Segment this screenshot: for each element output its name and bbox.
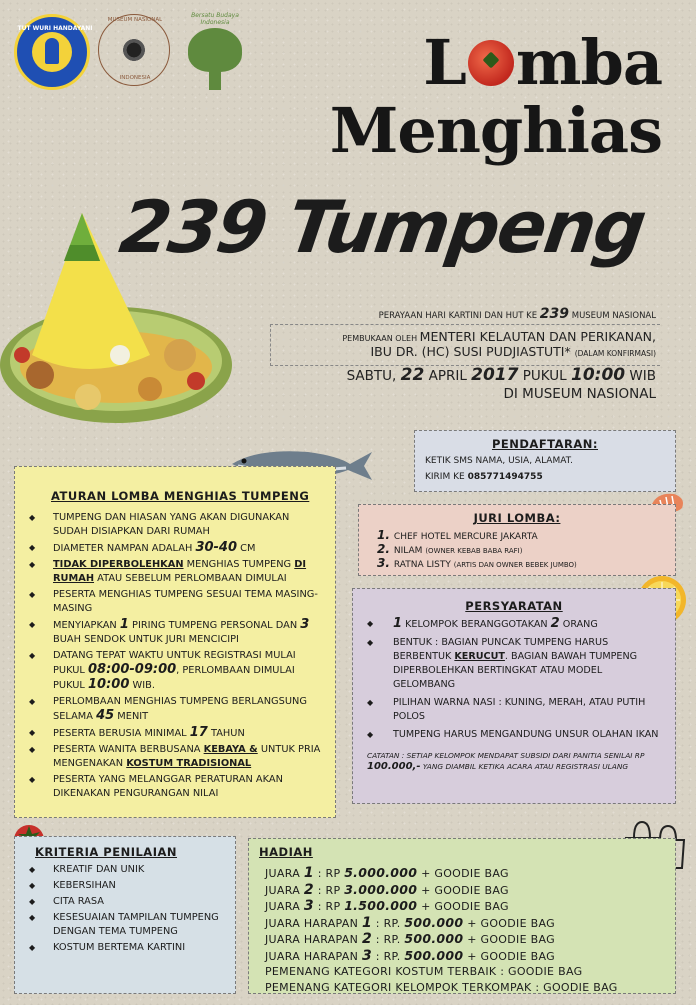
requirement-item: ◆ TUMPENG HARUS MENGANDUNG UNSUR OLAHAN IKAN [363,728,665,742]
museum-logo-text-top: MUSEUM NASIONAL [107,17,163,23]
judge-number: 2. [377,542,390,556]
prize-sep: : [375,916,380,930]
criteria-item: ◆ KREATIF DAN UNIK [25,863,225,877]
judges-list [369,529,665,571]
prizes-box [248,838,676,994]
rule-item: ◆ TUMPENG DAN HIASAN YANG AKAN DIGUNAKAN SUDAH DISIAPKAN DARI RUMAH [25,511,325,539]
event-date-line [347,366,656,385]
prize-currency: RP. [383,916,401,930]
requirement-text: ORANG [562,619,598,630]
prize-amount: 5.000.000 [344,865,418,880]
prize-sep: : [317,867,322,880]
tree-icon [188,28,242,72]
rules-title: ATURAN LOMBA MENGHIAS TUMPENG [51,489,310,503]
rule-text: BUAH SENDOK UNTUK JURI MENCICIPI [53,634,239,645]
judges-title: JURI LOMBA: [473,511,561,525]
rule-item: ◆ PESERTA YANG MELANGGAR PERATURAN AKAN DIKENAKAN PENGURANGAN NILAI [25,773,325,801]
prize-label: JUARA [265,883,301,897]
prize-line [259,865,665,882]
rule-underline: TIDAK DIPERBOLEHKAN [53,559,184,570]
prize-goodie: + GOODIE BAG [421,900,509,913]
prize-line [259,931,665,948]
prizes-title: HADIAH [259,845,313,859]
prize-amount: 500.000 [404,947,464,963]
rule-text: WIB. [132,680,155,691]
rule-item [25,558,325,586]
rule-highlight: 3 [300,617,310,632]
event-opening-box [270,324,660,366]
rule-highlight: 17 [189,725,208,740]
prize-rank: 3 [303,898,314,914]
rule-underline: KEBAYA & [203,744,258,755]
registration-box [414,430,676,492]
opening-name: IBU DR. (HC) SUSI PUDJIASTUTI* [370,344,571,359]
occasion-number: 239 [539,306,570,322]
event-datetime [347,366,656,403]
prize-sep: : [317,883,322,897]
rule-item [25,618,325,647]
occasion-pre: PERAYAAN HARI KARTINI DAN HUT KE [378,311,538,321]
requirements-list [363,617,665,742]
title-letter-l: L [423,26,466,99]
rule-highlight: 1 [119,617,129,632]
tomato-icon [468,40,514,86]
opening-official: MENTERI KELAUTAN DAN PERIKANAN, [419,329,656,344]
time-value: 10:00 [570,365,626,385]
judge-number: 3. [377,556,390,570]
prize-rank: 2 [361,931,372,947]
rule-item [25,726,325,741]
date-year: 2017 [471,365,519,385]
prize-goodie: + GOODIE BAG [467,916,555,930]
requirements-box [352,588,676,804]
prize-rank: 1 [303,865,314,881]
registration-phone: 085771494755 [467,472,543,482]
registration-line2 [425,469,665,485]
registration-title: PENDAFTARAN: [491,437,599,451]
judge-item [369,543,665,557]
prize-currency: RP [325,900,341,913]
requirement-item: ◆ PILIHAN WARNA NASI : KUNING, MERAH, ATAU PUTIH POLOS [363,696,665,724]
prize-sep: : [317,900,322,913]
time-zone: WIB [629,368,656,384]
prize-goodie: + GOODIE BAG [467,933,555,946]
rules-box [14,466,336,818]
criteria-title: KRITERIA PENILAIAN [35,845,178,859]
tut-wuri-handayani-logo [14,14,93,90]
requirement-text: . BAGIAN BAWAH TUMPENG DIPERBOLEHKAN BERTINGKAT ATAU MODEL GELOMBANG [393,651,638,690]
occasion-post: MUSEUM NASIONAL [571,311,656,321]
judges-box [358,504,676,576]
judge-note: (OWNER KEBAB BABA RAFI) [425,547,523,555]
judge-item [369,557,665,571]
event-venue: DI MUSEUM NASIONAL [503,386,656,402]
rules-list [25,511,325,801]
judge-name: RATNA LISTY [393,560,451,570]
date-month: APRIL [428,368,467,384]
rule-text: UNTUK PRIA MENGENAKAN [53,744,321,769]
note-text: YANG DIAMBIL KETIKA ACARA ATAU REGISTRASI ULANG [422,762,629,771]
prize-amount: 1.500.000 [344,898,418,913]
prize-category-group: PEMENANG KATEGORI KELOMPOK TERKOMPAK : GOODIE BAG [265,980,618,994]
requirement-text: KELOMPOK BERANGGOTAKAN [405,619,548,630]
tumpeng-illustration [0,205,232,441]
rule-text: PESERTA WANITA BERBUSANA [53,744,201,755]
title-menghias: Menghias [329,94,662,167]
requirement-item [363,636,665,692]
rule-item [25,541,325,556]
prize-currency: RP [325,883,341,897]
prize-goodie: + GOODIE BAG [421,883,509,897]
event-occasion [379,306,656,322]
rule-highlight: 10:00 [88,677,130,692]
tree-trunk-icon [209,68,221,90]
requirement-underline: KERUCUT [454,651,505,662]
rule-text: DIAMETER NAMPAN ADALAH [53,543,193,554]
prize-label: JUARA HARAPAN [265,933,359,946]
prize-line [259,898,665,915]
prize-category-costume: PEMENANG KATEGORI KOSTUM TERBAIK : GOODIE BAG [265,965,583,978]
event-opening-line1 [271,329,656,344]
rule-highlight: 30-40 [195,540,238,555]
judge-item [369,529,665,543]
prize-amount: 3.000.000 [344,881,418,897]
rule-text: , PERLOMBAAN DIMULAI PUKUL [53,665,295,691]
judge-number: 1. [377,528,390,542]
time-pre: PUKUL [522,368,567,384]
rule-item [25,743,325,771]
date-day: 22 [400,365,425,385]
registration-line1: KETIK SMS NAMA, USIA, ALAMAT. [425,456,573,466]
rule-text: ATAU SEBELUM PERLOMBAAN DIMULAI [97,573,287,584]
rule-text: TAHUN [210,728,245,739]
opening-note: (DALAM KONFIRMASI) [574,349,656,358]
prize-goodie: + GOODIE BAG [421,867,509,880]
tutwuri-emblem-icon [32,32,72,72]
prize-amount: 500.000 [404,931,464,946]
criteria-item: ◆ CITA RASA [25,895,225,909]
tutwuri-logo-text: TUT WURI HANDAYANI [17,25,93,32]
criteria-box [14,836,236,994]
prize-currency: RP [325,867,341,880]
requirements-title: PERSYARATAN [465,599,563,613]
prize-rank: 2 [303,881,314,898]
requirement-text: BENTUK : BAGIAN PUNCAK TUMPENG HARUS BERBENTUK [393,637,609,662]
rule-item [25,695,325,724]
rule-item: ◆ PESERTA MENGHIAS TUMPENG SESUAI TEMA MASING-MASING [25,588,325,616]
rule-highlight: 45 [96,708,115,723]
date-pre: SABTU, [346,368,397,384]
requirement-highlight: 1 [393,616,403,631]
criteria-list [25,863,225,955]
rule-text: MENYIAPKAN [53,620,117,631]
prize-currency: RP. [383,933,401,946]
rule-item [25,649,325,693]
museum-emblem-icon [117,33,151,67]
rule-underline: DI RUMAH [53,559,307,584]
prize-goodie: + GOODIE BAG [467,949,555,963]
judge-note: (ARTIS DAN OWNER BEBEK JUMBO) [453,561,577,569]
prize-label: JUARA HARAPAN [265,916,359,930]
budaya-logo-text: Bersatu Budaya Indonesia [191,12,239,26]
rule-text: PESERTA BERUSIA MINIMAL [53,728,187,739]
prize-rank: 3 [361,947,372,964]
judge-name: NILAM [393,546,423,556]
museum-nasional-logo [98,14,170,86]
requirements-note [363,750,665,772]
prize-rank: 1 [361,914,372,931]
note-amount: 100.000,- [367,761,421,772]
registration-send-to: KIRIM KE [425,472,465,482]
rule-text: MENIT [117,711,149,722]
title-lomba [423,28,662,98]
prize-line [259,948,665,965]
judge-name: CHEF HOTEL MERCURE JAKARTA [393,532,538,542]
prize-line [259,882,665,899]
event-opening-line2 [271,344,656,359]
prize-label: JUARA [265,900,301,913]
rule-text: CM [240,543,256,554]
prize-sep: : [375,949,380,963]
prize-sep: : [375,933,380,946]
rule-text: PERLOMBAAN MENGHIAS TUMPENG BERLANGSUNG SELAMA [53,696,307,722]
prize-label: JUARA [265,867,301,880]
prize-currency: RP. [383,949,401,963]
prize-label: JUARA HARAPAN [265,949,359,963]
rule-text: DATANG TEPAT WAKTU UNTUK REGISTRASI MULAI PUKUL [53,650,296,676]
criteria-item: ◆ KESESUAIAN TAMPILAN TUMPENG DENGAN TEMA TUMPENG [25,911,225,939]
rule-underline: KOSTUM TRADISIONAL [126,758,252,769]
prize-line [259,915,665,932]
note-text: CATATAN : SETIAP KELOMPOK MENDAPAT SUBSIDI DARI PANITIA SENILAI RP [367,751,645,760]
opening-pre: PEMBUKAAN OLEH [342,334,418,343]
bersatu-budaya-logo [178,12,252,90]
rule-highlight: 08:00-09:00 [88,662,177,677]
museum-logo-text-bottom: INDONESIA [119,75,151,81]
title-letters-mba: mba [515,26,662,99]
rule-text: PIRING TUMPENG PERSONAL DAN [132,620,298,631]
criteria-item: ◆ KEBERSIHAN [25,879,225,893]
title-239-tumpeng: 239 Tumpeng [115,185,650,269]
prize-amount: 500.000 [404,914,464,930]
criteria-item: ◆ KOSTUM BERTEMA KARTINI [25,941,225,955]
registration-instructions [425,453,665,485]
requirement-highlight: 2 [550,616,560,631]
requirement-item [363,617,665,632]
rule-text: MENGHIAS TUMPENG [186,559,292,570]
